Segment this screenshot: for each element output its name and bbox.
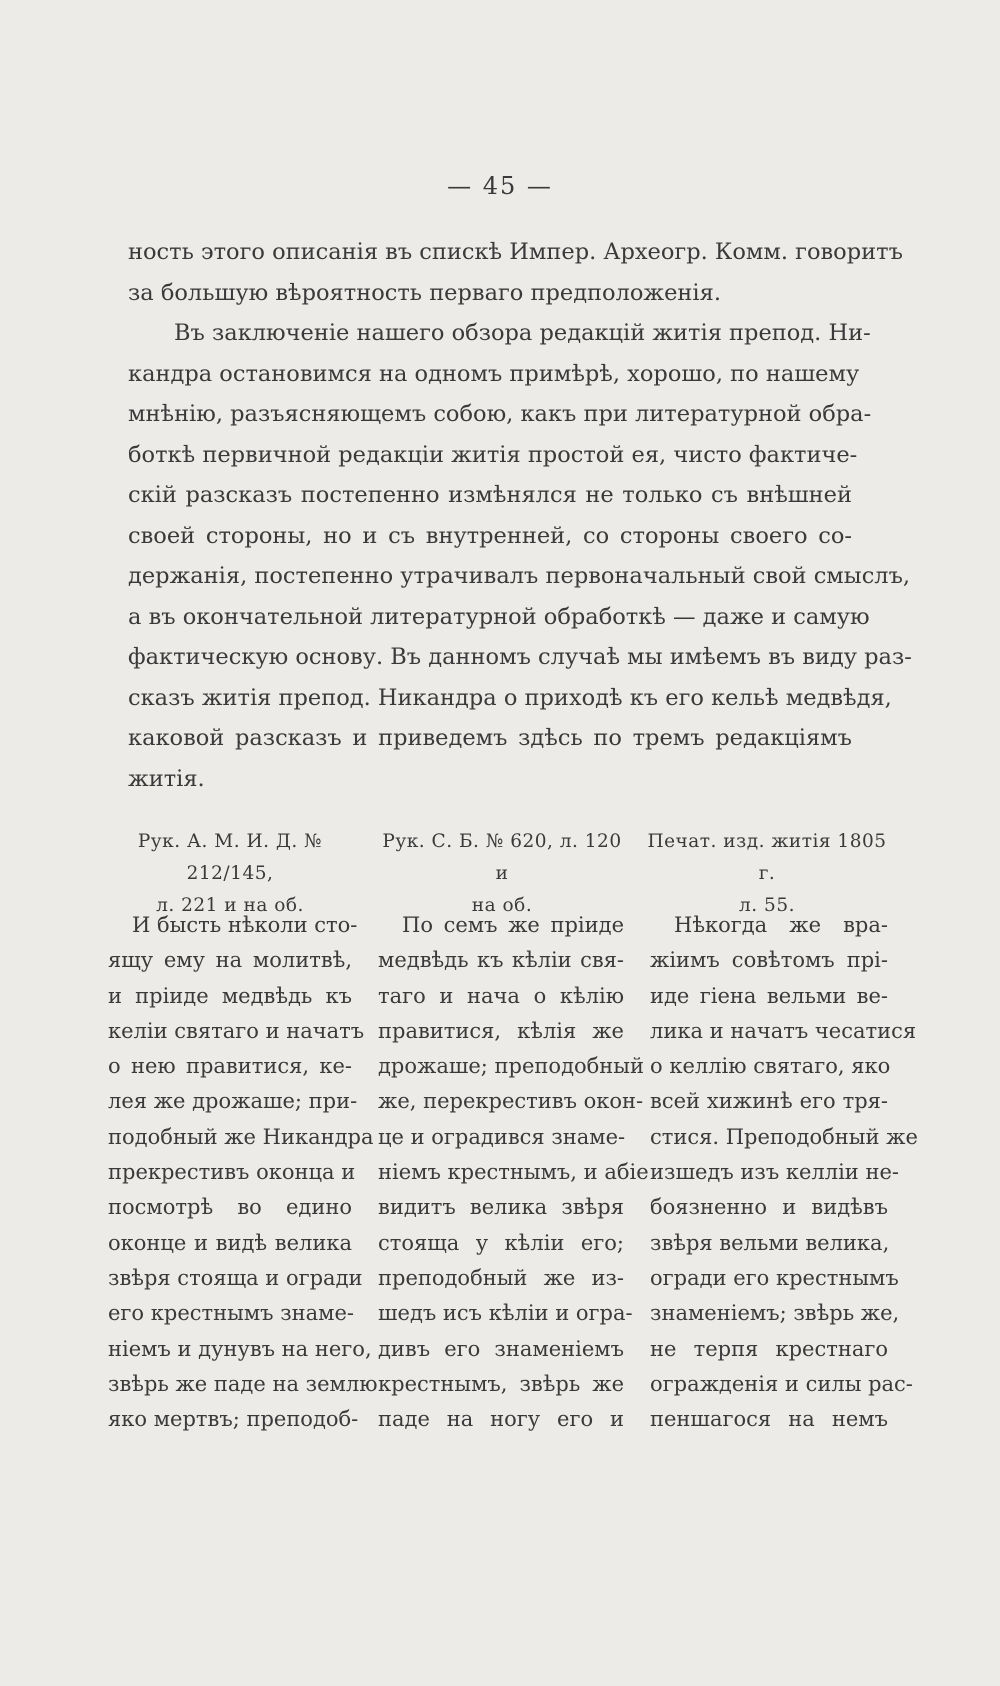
- text-line: кандра остановимся на одномъ примѣрѣ, хорошо, по нашему: [128, 360, 860, 387]
- column-text-line: видитъ велика звѣря: [378, 1195, 624, 1220]
- text-line: житія.: [128, 765, 205, 792]
- column-text-3: [650, 908, 918, 1437]
- text-line: Въ заключеніе нашего обзора редакцій житія препод. Ни-: [174, 320, 871, 346]
- column-text-line: И бысть нѣколи сто-: [132, 913, 358, 937]
- text-line: каковой разсказъ и приведемъ здѣсь по тремъ редакціямъ: [128, 725, 852, 751]
- column-text-line: о нею правитися, ке-: [108, 1054, 352, 1079]
- column-text-line: звѣря вельми велика,: [650, 1230, 890, 1255]
- column-heading-line: Печат. изд. житія 1805 г.: [647, 831, 887, 884]
- column-heading-line: на об.: [471, 895, 533, 916]
- column-text-line: лея же дрожаше; при-: [108, 1089, 358, 1114]
- column-text-line: его крестнымъ знаме-: [108, 1301, 355, 1326]
- column-text-line: пеншагося на немъ: [650, 1407, 888, 1432]
- column-text-line: ніемъ крестнымъ, и абіе: [378, 1160, 649, 1185]
- text-line: ность этого описанія въ спискѣ Импер. Археогр. Комм. говоритъ: [128, 239, 903, 265]
- column-text-line: дивъ его знаменіемъ: [378, 1336, 624, 1361]
- column-text-line: иде гіена вельми ве-: [650, 983, 888, 1008]
- column-text-line: знаменіемъ; звѣрь же,: [650, 1301, 900, 1326]
- column-text-line: По семъ же пріиде: [402, 913, 624, 937]
- column-text-1: [108, 908, 378, 1437]
- column-text-line: правитися, кѣлія же: [378, 1018, 624, 1043]
- text-line: боткѣ первичной редакціи житія простой ея, чисто фактиче-: [128, 441, 858, 468]
- text-line: фактическую основу. Въ данномъ случаѣ мы имѣемъ въ виду раз-: [128, 644, 912, 670]
- text-line: за большую вѣроятность перваго предположенія.: [128, 279, 721, 306]
- column-text-line: и пріиде медвѣдь къ: [108, 983, 352, 1008]
- column-text-line: всей хижинѣ его тря-: [650, 1089, 888, 1114]
- column-text-line: подобный же Никандра: [108, 1124, 374, 1149]
- column-text-line: огради его крестнымъ: [650, 1265, 899, 1290]
- column-text-line: боязненно и видѣвъ: [650, 1195, 888, 1220]
- column-text-line: изшедъ изъ келліи не-: [650, 1160, 899, 1185]
- column-text-line: звѣря стояща и огради: [108, 1265, 363, 1290]
- column-text-line: стояща у кѣліи его;: [378, 1230, 624, 1255]
- column-text-line: огражденія и силы рас-: [650, 1371, 913, 1396]
- text-line: держанія, постепенно утрачивалъ первоначальный свой смыслъ,: [128, 563, 911, 589]
- column-text-line: яко мертвъ; преподоб-: [108, 1407, 359, 1432]
- column-text-line: звѣрь же паде на землю: [108, 1371, 378, 1396]
- column-text-line: шедъ исъ кѣліи и огра-: [378, 1301, 633, 1326]
- column-text-line: таго и нача о кѣлію: [378, 983, 624, 1008]
- column-text-line: медвѣдь къ кѣліи свя-: [378, 948, 624, 973]
- column-text-2: [378, 908, 649, 1437]
- column-text-line: Нѣкогда же вра-: [674, 913, 888, 937]
- column-text-line: келіи святаго и начатъ: [108, 1018, 365, 1043]
- text-line: а въ окончательной литературной обработкѣ — даже и самую: [128, 603, 870, 630]
- column-text-line: це и оградився знаме-: [378, 1124, 626, 1149]
- page-number: — 45 —: [447, 172, 553, 200]
- text-line: своей стороны, но и съ внутренней, со стороны своего со-: [128, 522, 852, 549]
- column-text-line: прекрестивъ оконца и: [108, 1160, 356, 1185]
- column-text-line: лика и начатъ чесатися: [650, 1018, 917, 1043]
- body-text: [128, 232, 912, 799]
- column-text-line: жіимъ совѣтомъ прі-: [650, 948, 888, 973]
- column-heading-line: л. 221 и на об.: [156, 895, 304, 916]
- column-text-line: посмотрѣ во едино: [108, 1195, 352, 1220]
- column-heading-line: Рук. А. М. И. Д. № 212/145,: [137, 831, 323, 884]
- column-text-line: крестнымъ, звѣрь же: [378, 1371, 624, 1396]
- column-text-line: паде на ногу его и: [378, 1407, 624, 1432]
- column-heading-line: л. 55.: [739, 895, 795, 916]
- column-text-line: преподобный же из-: [378, 1265, 624, 1290]
- column-text-line: ящу ему на молитвѣ,: [108, 948, 352, 973]
- column-heading-line: Рук. С. Б. № 620, л. 120 и: [382, 831, 622, 884]
- column-text-line: стися. Преподобный же: [650, 1124, 918, 1149]
- column-text-line: дрожаше; преподобный: [378, 1054, 644, 1079]
- text-line: скій разсказъ постепенно измѣнялся не только съ внѣшней: [128, 482, 852, 508]
- column-text-line: оконце и видѣ велика: [108, 1230, 352, 1255]
- column-text-line: о келлію святаго, яко: [650, 1054, 891, 1079]
- text-line: мнѣнію, разъясняющемъ собою, какъ при литературной обра-: [128, 401, 872, 427]
- text-line: сказъ житія препод. Никандра о приходѣ къ его кельѣ медвѣдя,: [128, 684, 892, 711]
- column-text-line: не терпя крестнаго: [650, 1336, 888, 1361]
- column-text-line: ніемъ и дунувъ на него,: [108, 1336, 372, 1361]
- column-text-line: же, перекрестивъ окон-: [378, 1089, 644, 1114]
